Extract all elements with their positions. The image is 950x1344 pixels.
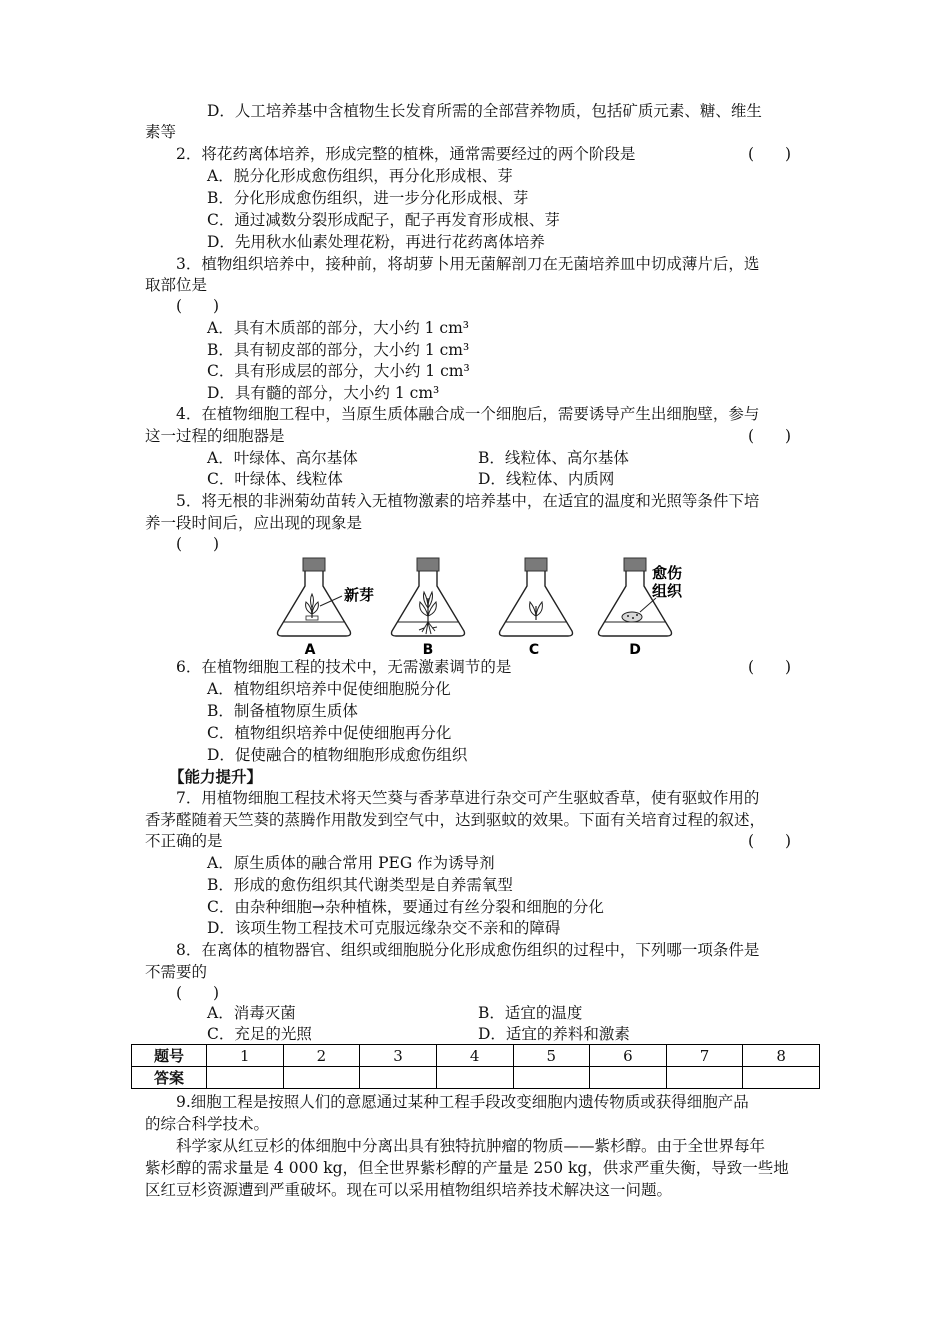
flask-b [392,558,465,656]
answer-table [131,1044,820,1089]
q6-option-d: D．促使融合的植物细胞形成愈伤组织 [207,746,468,764]
q6-option-a: A．植物组织培养中促使细胞脱分化 [207,680,451,698]
q7-option-b: B．形成的愈伤组织其代谢类型是自养需氧型 [207,876,513,894]
answer-label: 答案 [132,1067,207,1089]
q7-option-d: D．该项生物工程技术可克服远缘杂交不亲和的障碍 [207,919,561,937]
flask-label-d: D [629,642,641,656]
answer-cell[interactable] [666,1067,743,1089]
flask-figure [260,556,700,656]
q6-option-c: C．植物组织培养中促使细胞再分化 [207,724,452,742]
annotation-new-bud: 新芽 [344,586,375,604]
q6-bracket: ( ) [748,658,792,676]
q9-para-line-2: 紫杉醇的需求量是 4 000 kg，但全世界紫杉醇的产量是 250 kg，供求严重失衡，导致一些地 [145,1159,789,1177]
q5-bracket: ( ) [176,535,220,553]
q1-option-d: D．人工培养基中含植物生长发育所需的全部营养物质，包括矿质元素、糖、维生 [207,102,762,120]
answer-cell[interactable] [207,1067,284,1089]
table-row-numbers [132,1045,820,1067]
annotation-callus-2: 组织 [652,582,683,600]
sprout-c-icon [530,602,543,620]
plant-with-roots-icon [419,592,437,634]
q3-stem-cont: 取部位是 [145,276,208,294]
q2-option-d: D．先用秋水仙素处理花粉，再进行花药离体培养 [207,233,545,251]
q3-option-b: B．具有韧皮部的部分，大小约 1 cm³ [207,341,470,359]
question-number: 8 [743,1045,820,1067]
flask-label-c: C [528,642,540,656]
answer-cell[interactable] [283,1067,360,1089]
q9-line-2: 的综合科学技术。 [145,1115,270,1133]
q8-stem: 8．在离体的植物器官、组织或细胞脱分化形成愈伤组织的过程中，下列哪一项条件是 [176,941,760,959]
answer-cell[interactable] [360,1067,437,1089]
q4-option-c: C．叶绿体、线粒体 [207,470,343,488]
flask-label-b: B [422,642,434,656]
q8-bracket: ( ) [176,984,220,1002]
sprout-a-icon [306,594,319,620]
q7-stem: 7．用植物细胞工程技术将天竺葵与香茅草进行杂交可产生驱蚊香草，使有驱蚊作用的 [176,789,760,807]
q8-option-c: C．充足的光照 [207,1025,312,1043]
flask-d [599,558,684,656]
q8-stem-cont: 不需要的 [145,963,208,981]
answer-cell[interactable] [513,1067,590,1089]
flask-a [278,558,375,656]
q1-option-d-cont: 素等 [145,123,177,141]
q4-stem: 4．在植物细胞工程中，当原生质体融合成一个细胞后，需要诱导产生出细胞壁，参与 [176,405,760,423]
q4-option-a: A．叶绿体、高尔基体 [207,449,358,467]
q8-option-a: A．消毒灭菌 [207,1004,296,1022]
question-number: 5 [513,1045,590,1067]
table-row-answers [132,1067,820,1089]
q3-option-a: A．具有木质部的部分，大小约 1 cm³ [207,319,470,337]
q2-option-a: A．脱分化形成愈伤组织，再分化形成根、芽 [207,167,513,185]
q9-para-line-1: 科学家从红豆杉的体细胞中分离出具有独特抗肿瘤的物质——紫杉醇。由于全世界每年 [176,1137,766,1155]
q2-stem: 2．将花药离体培养，形成完整的植株，通常需要经过的两个阶段是 [176,145,636,163]
flask-c [500,558,573,656]
q5-stem: 5．将无根的非洲菊幼苗转入无植物激素的培养基中，在适宜的温度和光照等条件下培 [176,492,760,510]
q4-option-d: D．线粒体、内质网 [478,470,615,488]
q7-stem-cont1: 香茅醛随着天竺葵的蒸腾作用散发到空气中，达到驱蚊的效果。下面有关培育过程的叙述， [145,811,766,829]
q7-stem-cont2: 不正确的是 [145,832,223,850]
q2-option-b: B．分化形成愈伤组织，进一步分化形成根、芽 [207,189,529,207]
answer-cell[interactable] [590,1067,667,1089]
section-heading: 【能力提升】 [169,767,263,786]
q4-bracket: ( ) [748,427,792,445]
q3-stem: 3．植物组织培养中，接种前，将胡萝卜用无菌解剖刀在无菌培养皿中切成薄片后，选 [176,255,760,273]
flask-label-a: A [304,642,316,656]
q2-option-c: C．通过减数分裂形成配子，配子再发育形成根、芽 [207,211,560,229]
q8-option-d: D．适宜的养料和激素 [478,1025,630,1043]
question-number: 2 [283,1045,360,1067]
q7-bracket: ( ) [748,832,792,850]
q9-line-1: 9.细胞工程是按照人们的意愿通过某种工程手段改变细胞内遗传物质或获得细胞产品 [176,1093,749,1111]
q7-option-a: A．原生质体的融合常用 PEG 作为诱导剂 [207,854,495,872]
question-number: 1 [207,1045,284,1067]
q6-option-b: B．制备植物原生质体 [207,702,358,720]
q5-stem-cont: 养一段时间后，应出现的现象是 [145,514,363,532]
q3-option-d: D．具有髓的部分，大小约 1 cm³ [207,384,440,402]
q9-para-line-3: 区红豆杉资源遭到严重破坏。现在可以采用植物组织培养技术解决这一问题。 [145,1181,673,1199]
callus-icon [622,612,642,622]
q6-stem: 6．在植物细胞工程的技术中，无需激素调节的是 [176,658,512,676]
q4-option-b: B．线粒体、高尔基体 [478,449,629,467]
q8-option-b: B．适宜的温度 [478,1004,583,1022]
question-number: 3 [360,1045,437,1067]
q4-stem-cont: 这一过程的细胞器是 [145,427,285,445]
answer-cell[interactable] [436,1067,513,1089]
question-number: 7 [666,1045,743,1067]
q2-bracket: ( ) [748,145,792,163]
q3-bracket: ( ) [176,297,220,315]
question-number: 6 [590,1045,667,1067]
answer-cell[interactable] [743,1067,820,1089]
question-number: 4 [436,1045,513,1067]
annotation-callus-1: 愈伤 [652,564,683,582]
q3-option-c: C．具有形成层的部分，大小约 1 cm³ [207,362,470,380]
header-label: 题号 [132,1045,207,1067]
q7-option-c: C．由杂种细胞→杂种植株，要通过有丝分裂和细胞的分化 [207,898,604,916]
